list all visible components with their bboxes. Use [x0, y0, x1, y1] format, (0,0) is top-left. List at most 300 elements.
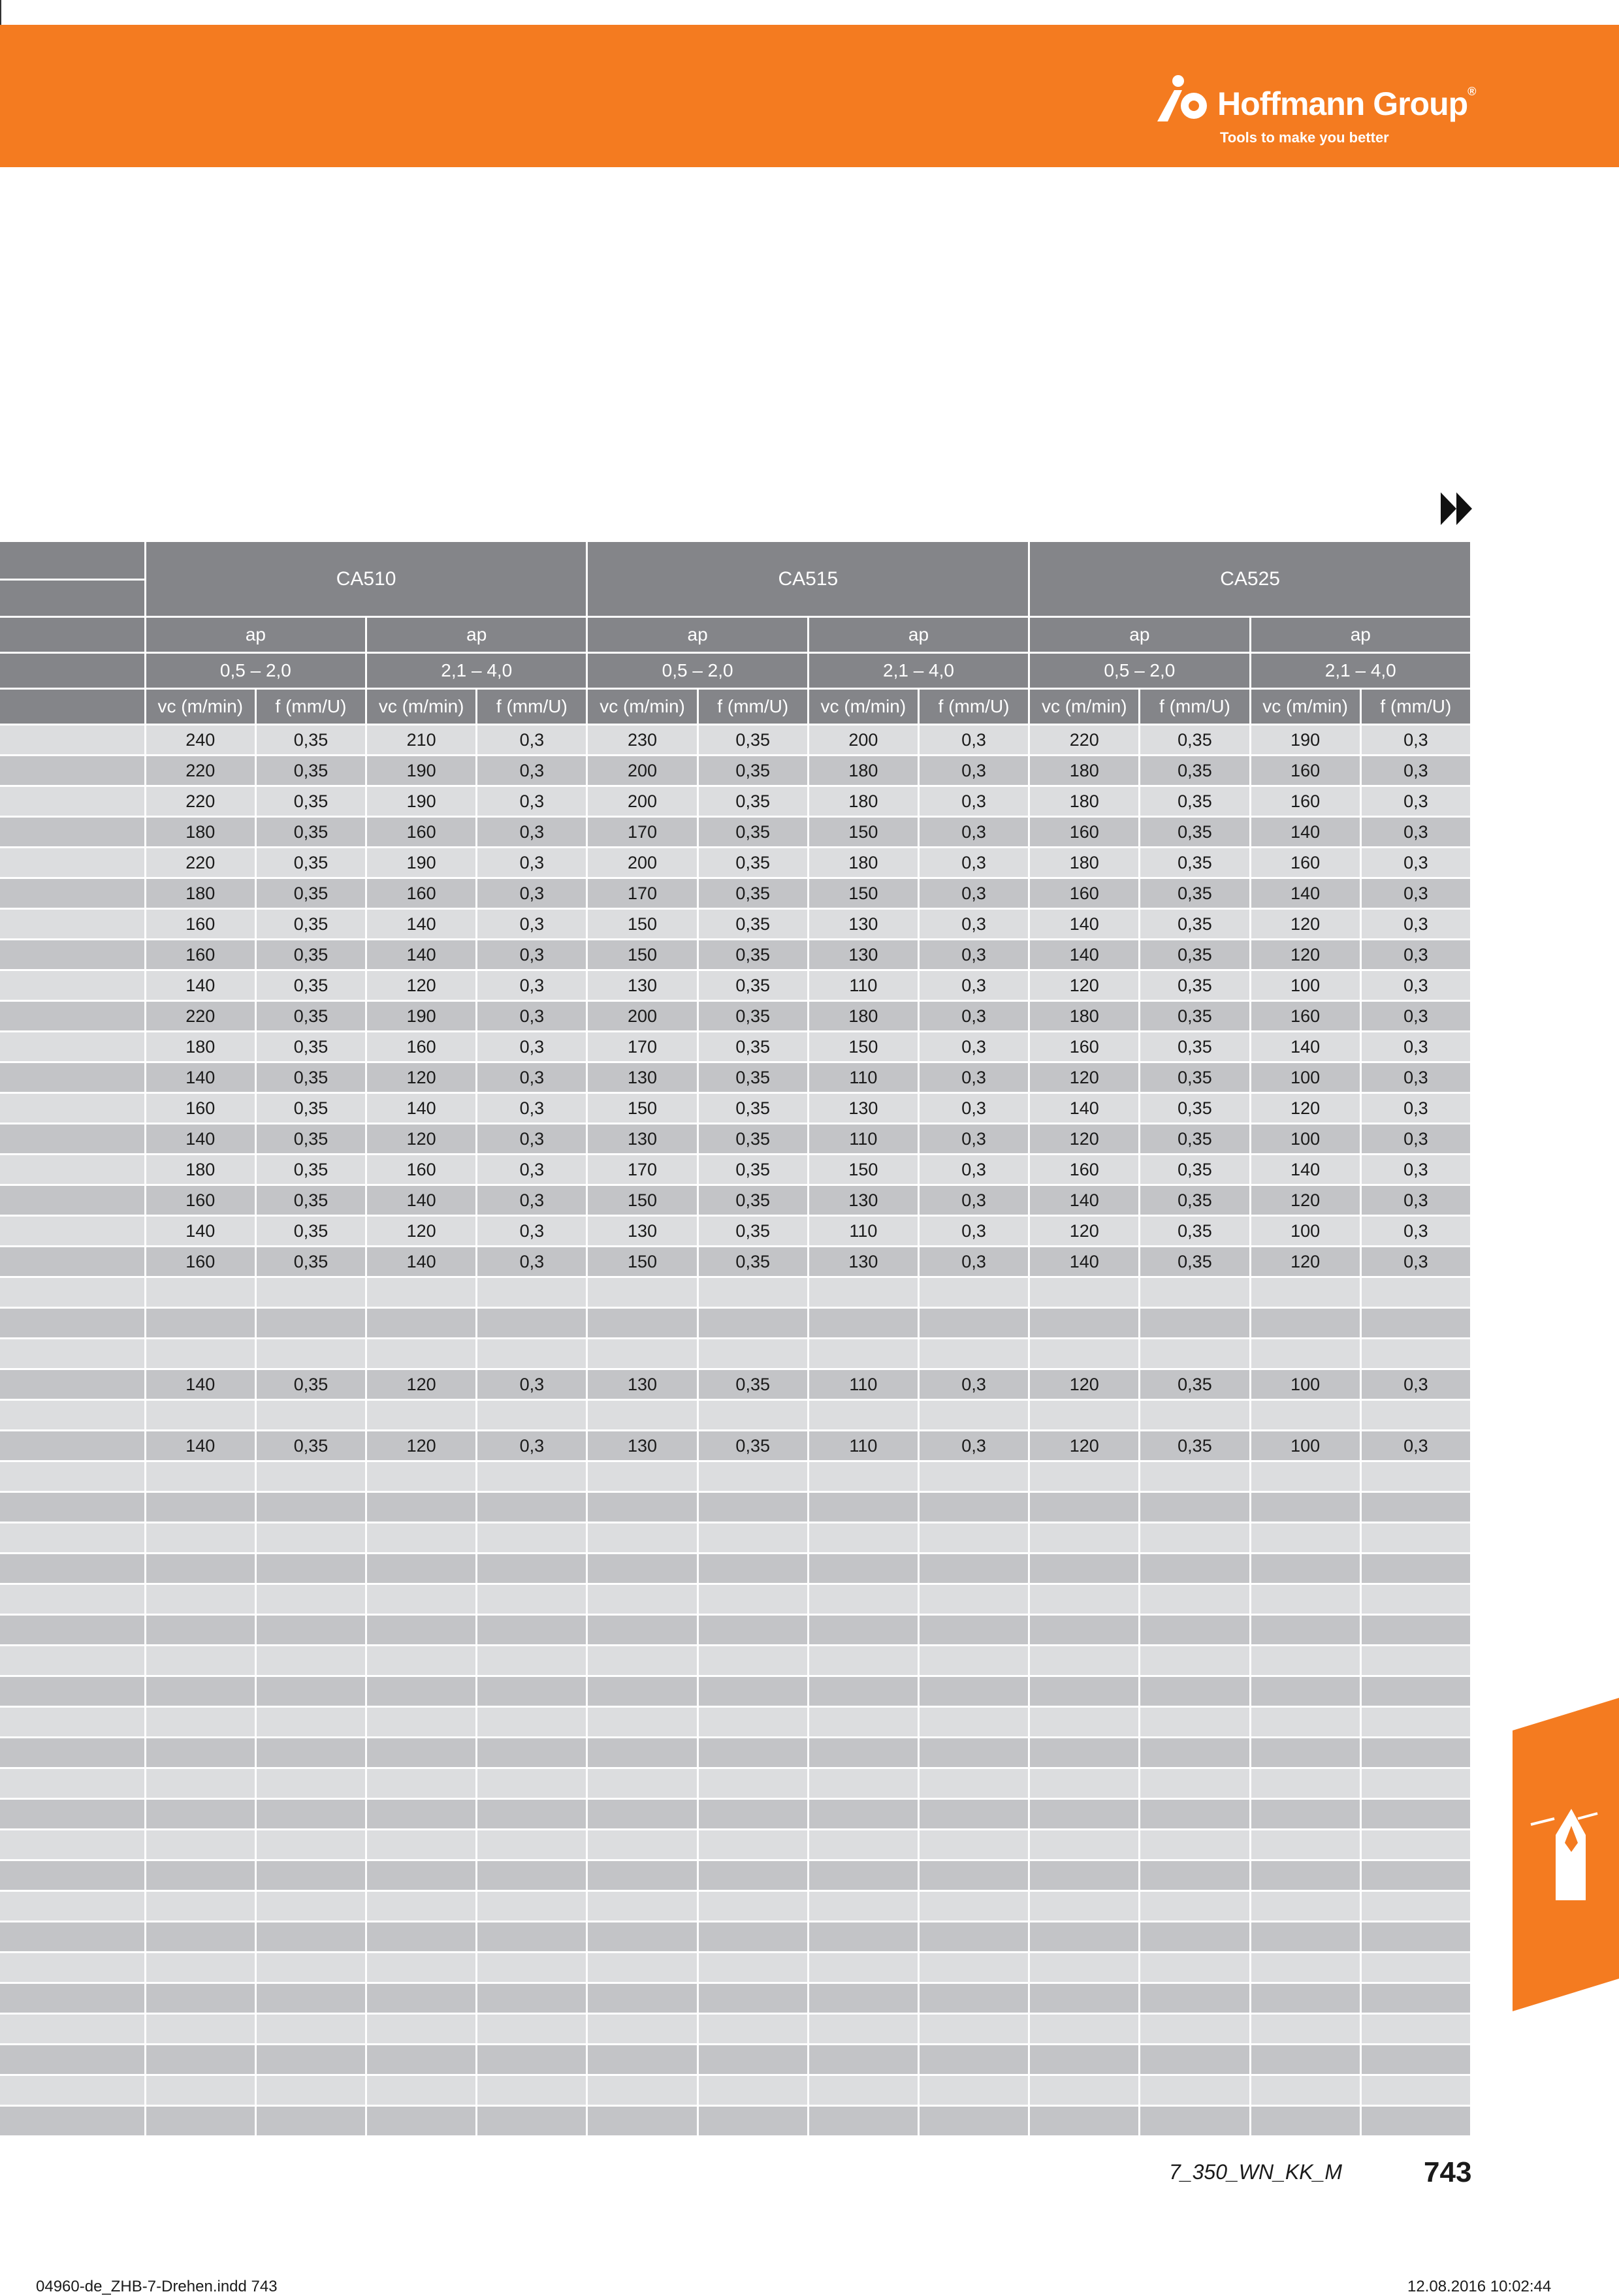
vc-value-cell — [145, 2075, 255, 2106]
f-value-cell — [918, 1277, 1029, 1308]
f-value-cell: 0,3 — [1360, 1369, 1471, 1400]
f-value-cell — [1140, 1799, 1250, 1830]
f-value-cell — [255, 1584, 366, 1615]
vc-value-cell — [145, 1554, 255, 1584]
vc-value-cell: 160 — [1250, 848, 1360, 878]
brand-logo — [1155, 73, 1481, 151]
f-value-cell: 0,35 — [1140, 1185, 1250, 1216]
table-row — [0, 2106, 1471, 2137]
f-value-cell — [697, 2045, 808, 2075]
f-value-cell: 0,35 — [697, 1124, 808, 1155]
vc-value-cell: 160 — [1029, 817, 1140, 848]
f-value-cell: 0,35 — [1140, 909, 1250, 940]
material-cell — [0, 1830, 145, 1860]
vc-value-cell — [587, 1707, 697, 1738]
f-value-cell: 0,3 — [477, 1247, 587, 1277]
f-value-cell — [1360, 1891, 1471, 1922]
vc-value-cell — [1029, 2106, 1140, 2137]
f-value-cell: 0,3 — [477, 817, 587, 848]
vc-value-cell: 140 — [366, 1247, 477, 1277]
table-row — [0, 756, 1471, 786]
table-row — [0, 1953, 1471, 1983]
grade-header-ca525: CA525 — [1029, 542, 1471, 617]
vc-value-cell — [366, 1799, 477, 1830]
vc-value-cell: 190 — [1250, 725, 1360, 756]
vc-value-cell: 130 — [808, 909, 918, 940]
vc-value-cell: 180 — [1029, 1001, 1140, 1032]
vc-value-cell — [1029, 1676, 1140, 1707]
ap-label: ap — [145, 617, 366, 653]
vc-value-cell — [366, 1492, 477, 1523]
f-value-cell — [697, 1860, 808, 1891]
table-row — [0, 878, 1471, 909]
vc-column-header: vc (m/min) — [366, 689, 477, 725]
vc-value-cell: 120 — [1250, 909, 1360, 940]
f-value-cell — [1140, 2075, 1250, 2106]
vc-value-cell — [587, 2075, 697, 2106]
vc-value-cell — [1250, 1523, 1360, 1554]
f-value-cell — [255, 1523, 366, 1554]
vc-value-cell — [145, 1799, 255, 1830]
f-value-cell — [255, 1738, 366, 1768]
vc-value-cell: 130 — [808, 940, 918, 970]
vc-value-cell: 200 — [587, 848, 697, 878]
vc-value-cell — [145, 1707, 255, 1738]
f-value-cell — [255, 2045, 366, 2075]
vc-value-cell: 220 — [145, 848, 255, 878]
vc-value-cell — [145, 1738, 255, 1768]
vc-value-cell — [1250, 1891, 1360, 1922]
f-value-cell: 0,35 — [255, 1216, 366, 1247]
vc-value-cell — [808, 1646, 918, 1676]
vc-value-cell — [366, 1860, 477, 1891]
f-value-cell — [477, 1799, 587, 1830]
f-value-cell — [918, 2075, 1029, 2106]
vc-value-cell: 150 — [808, 878, 918, 909]
table-row — [0, 1461, 1471, 1492]
vc-value-cell — [808, 1707, 918, 1738]
table-row — [0, 1646, 1471, 1676]
f-value-cell: 0,35 — [255, 786, 366, 817]
f-value-cell: 0,35 — [255, 909, 366, 940]
f-value-cell — [918, 1922, 1029, 1953]
f-value-cell: 0,3 — [1360, 909, 1471, 940]
material-cell — [0, 1554, 145, 1584]
table-row — [0, 1431, 1471, 1461]
vc-value-cell: 140 — [1029, 940, 1140, 970]
table-row — [0, 1247, 1471, 1277]
vc-value-cell — [808, 1891, 918, 1922]
table-row — [0, 1523, 1471, 1554]
f-value-cell — [1360, 1277, 1471, 1308]
file-date: 12.08.2016 10:02:44 — [1407, 2278, 1552, 2295]
vc-value-cell — [1029, 1646, 1140, 1676]
vc-column-header: vc (m/min) — [808, 689, 918, 725]
vc-value-cell: 210 — [366, 725, 477, 756]
f-value-cell — [1140, 1707, 1250, 1738]
vc-value-cell: 180 — [145, 1032, 255, 1062]
material-cell — [0, 1431, 145, 1461]
vc-value-cell: 150 — [587, 1093, 697, 1124]
vc-value-cell: 160 — [1250, 1001, 1360, 1032]
vc-value-cell — [808, 1523, 918, 1554]
vc-value-cell: 110 — [808, 1431, 918, 1461]
vc-value-cell — [587, 1676, 697, 1707]
vc-value-cell — [1250, 1922, 1360, 1953]
vc-value-cell: 150 — [587, 1185, 697, 1216]
vc-value-cell: 120 — [1250, 1093, 1360, 1124]
f-value-cell: 0,3 — [477, 1032, 587, 1062]
f-value-cell: 0,35 — [697, 940, 808, 970]
material-cell — [0, 2075, 145, 2106]
f-value-cell — [477, 1277, 587, 1308]
table-row — [0, 848, 1471, 878]
vc-value-cell: 100 — [1250, 1062, 1360, 1093]
vc-value-cell: 170 — [587, 817, 697, 848]
f-value-cell — [918, 1523, 1029, 1554]
vc-value-cell — [1029, 2075, 1140, 2106]
f-value-cell: 0,35 — [1140, 1062, 1250, 1093]
f-value-cell: 0,35 — [255, 1032, 366, 1062]
vc-column-header: vc (m/min) — [587, 689, 697, 725]
f-value-cell: 0,35 — [697, 786, 808, 817]
f-value-cell: 0,3 — [918, 848, 1029, 878]
material-cell — [0, 756, 145, 786]
f-value-cell — [1140, 1492, 1250, 1523]
table-row — [0, 725, 1471, 756]
material-cell — [0, 1768, 145, 1799]
brand-name: Hoffmann Group — [1217, 86, 1468, 122]
f-value-cell: 0,35 — [1140, 817, 1250, 848]
f-value-cell: 0,35 — [697, 1155, 808, 1185]
f-value-cell: 0,3 — [477, 756, 587, 786]
vc-value-cell: 160 — [1029, 1155, 1140, 1185]
f-value-cell — [697, 1707, 808, 1738]
f-value-cell — [918, 1308, 1029, 1339]
f-value-cell — [477, 2075, 587, 2106]
vc-value-cell: 160 — [366, 817, 477, 848]
vc-value-cell: 220 — [145, 756, 255, 786]
vc-value-cell: 170 — [587, 878, 697, 909]
vc-column-header: vc (m/min) — [1250, 689, 1360, 725]
vc-value-cell — [1029, 1615, 1140, 1646]
f-value-cell — [255, 1707, 366, 1738]
vc-value-cell: 170 — [587, 1155, 697, 1185]
f-value-cell — [1360, 1400, 1471, 1431]
vc-value-cell — [1029, 1584, 1140, 1615]
f-value-cell: 0,3 — [477, 1062, 587, 1093]
material-cell — [0, 1032, 145, 1062]
f-value-cell — [1140, 1646, 1250, 1676]
vc-value-cell — [145, 1492, 255, 1523]
material-cell — [0, 725, 145, 756]
hoffmann-logo-icon — [1155, 73, 1213, 125]
material-cell — [0, 2106, 145, 2137]
material-cell — [0, 786, 145, 817]
f-value-cell — [1360, 2045, 1471, 2075]
f-value-cell — [1360, 1953, 1471, 1983]
material-cell — [0, 1339, 145, 1369]
vc-column-header: vc (m/min) — [1029, 689, 1140, 725]
material-cell — [0, 940, 145, 970]
material-cell — [0, 1277, 145, 1308]
f-value-cell — [255, 2075, 366, 2106]
vc-value-cell — [1029, 1860, 1140, 1891]
vc-value-cell: 130 — [587, 1216, 697, 1247]
f-value-cell — [697, 1891, 808, 1922]
vc-value-cell: 130 — [808, 1247, 918, 1277]
table-row — [0, 1185, 1471, 1216]
f-value-cell — [918, 1953, 1029, 1983]
vc-value-cell: 130 — [587, 1062, 697, 1093]
f-value-cell — [1360, 1922, 1471, 1953]
f-value-cell: 0,35 — [1140, 970, 1250, 1001]
vc-value-cell: 140 — [145, 1062, 255, 1093]
ap-label: ap — [587, 617, 808, 653]
f-value-cell — [1140, 1860, 1250, 1891]
vc-value-cell — [366, 1768, 477, 1799]
vc-value-cell: 120 — [366, 1216, 477, 1247]
ap-range-high: 2,1 – 4,0 — [808, 653, 1029, 689]
vc-value-cell — [1250, 1646, 1360, 1676]
f-column-header: f (mm/U) — [697, 689, 808, 725]
vc-value-cell: 160 — [1250, 756, 1360, 786]
table-row — [0, 1001, 1471, 1032]
vc-value-cell — [808, 1799, 918, 1830]
f-value-cell — [255, 1768, 366, 1799]
vc-value-cell — [587, 1523, 697, 1554]
f-value-cell — [1140, 1768, 1250, 1799]
vc-value-cell — [366, 1277, 477, 1308]
vc-value-cell: 120 — [1029, 1369, 1140, 1400]
vc-value-cell: 120 — [366, 1369, 477, 1400]
f-value-cell — [255, 1922, 366, 1953]
f-value-cell — [477, 1676, 587, 1707]
table-row — [0, 1983, 1471, 2014]
f-value-cell: 0,3 — [1360, 1001, 1471, 1032]
vc-value-cell — [1250, 1676, 1360, 1707]
vc-value-cell — [145, 1922, 255, 1953]
f-value-cell: 0,35 — [255, 878, 366, 909]
f-value-cell: 0,35 — [1140, 1247, 1250, 1277]
vc-value-cell: 120 — [1029, 1124, 1140, 1155]
f-value-cell — [1360, 1308, 1471, 1339]
vc-value-cell — [1250, 1983, 1360, 2014]
f-value-cell — [697, 1339, 808, 1369]
f-value-cell: 0,3 — [477, 1216, 587, 1247]
f-value-cell — [697, 1922, 808, 1953]
ap-label: ap — [1250, 617, 1471, 653]
vc-value-cell: 120 — [366, 1062, 477, 1093]
vc-value-cell — [587, 1953, 697, 1983]
f-value-cell — [1140, 1615, 1250, 1646]
vc-value-cell — [1250, 1953, 1360, 1983]
vc-value-cell: 110 — [808, 1369, 918, 1400]
f-value-cell: 0,3 — [1360, 817, 1471, 848]
vc-value-cell: 130 — [587, 970, 697, 1001]
vc-value-cell — [145, 1523, 255, 1554]
f-value-cell: 0,35 — [1140, 1032, 1250, 1062]
vc-value-cell: 190 — [366, 848, 477, 878]
material-cell — [0, 1247, 145, 1277]
f-value-cell — [918, 1646, 1029, 1676]
vc-value-cell: 200 — [808, 725, 918, 756]
f-value-cell: 0,3 — [918, 1369, 1029, 1400]
f-value-cell — [477, 2106, 587, 2137]
vc-value-cell — [145, 1830, 255, 1860]
f-value-cell — [918, 1400, 1029, 1431]
f-value-cell: 0,35 — [1140, 848, 1250, 878]
vc-value-cell: 220 — [1029, 725, 1140, 756]
f-value-cell — [697, 1615, 808, 1646]
f-value-cell — [1140, 1461, 1250, 1492]
f-value-cell: 0,35 — [697, 848, 808, 878]
f-value-cell — [1360, 1799, 1471, 1830]
f-value-cell: 0,35 — [255, 848, 366, 878]
vc-value-cell — [587, 2045, 697, 2075]
vc-value-cell — [1029, 1830, 1140, 1860]
f-value-cell — [1140, 2045, 1250, 2075]
vc-value-cell — [1029, 1277, 1140, 1308]
vc-value-cell — [145, 1400, 255, 1431]
vc-value-cell — [808, 1738, 918, 1768]
table-row — [0, 1891, 1471, 1922]
vc-value-cell: 180 — [1029, 848, 1140, 878]
vc-value-cell — [808, 1830, 918, 1860]
f-value-cell — [1360, 1860, 1471, 1891]
f-value-cell — [918, 1584, 1029, 1615]
vc-value-cell: 140 — [145, 970, 255, 1001]
f-value-cell — [1360, 1554, 1471, 1584]
f-value-cell — [477, 1953, 587, 1983]
f-value-cell: 0,35 — [255, 1185, 366, 1216]
f-value-cell — [1360, 2075, 1471, 2106]
f-value-cell: 0,35 — [697, 1093, 808, 1124]
f-value-cell: 0,3 — [918, 1093, 1029, 1124]
vc-value-cell — [366, 1615, 477, 1646]
material-cell — [0, 878, 145, 909]
vc-value-cell — [587, 1492, 697, 1523]
f-value-cell: 0,35 — [697, 909, 808, 940]
f-value-cell: 0,3 — [477, 1431, 587, 1461]
vc-value-cell: 180 — [1029, 756, 1140, 786]
f-value-cell: 0,35 — [1140, 1093, 1250, 1124]
f-value-cell — [918, 1891, 1029, 1922]
vc-value-cell — [587, 2014, 697, 2045]
crop-mark-left — [0, 0, 1, 25]
material-cell — [0, 817, 145, 848]
vc-value-cell — [587, 1738, 697, 1768]
f-value-cell: 0,3 — [1360, 1431, 1471, 1461]
table-row — [0, 970, 1471, 1001]
ap-range-high: 2,1 – 4,0 — [366, 653, 587, 689]
double-chevron-right-icon — [1441, 491, 1473, 526]
f-value-cell: 0,35 — [1140, 786, 1250, 817]
vc-value-cell — [366, 1554, 477, 1584]
vc-value-cell — [145, 1983, 255, 2014]
f-value-cell — [255, 1461, 366, 1492]
f-value-cell: 0,3 — [1360, 786, 1471, 817]
vc-value-cell — [1250, 1492, 1360, 1523]
f-value-cell: 0,3 — [1360, 1185, 1471, 1216]
table-row — [0, 817, 1471, 848]
f-value-cell: 0,3 — [918, 970, 1029, 1001]
vc-value-cell — [145, 1277, 255, 1308]
f-value-cell: 0,35 — [697, 725, 808, 756]
f-value-cell — [255, 1799, 366, 1830]
material-cell — [0, 1646, 145, 1676]
table-row — [0, 1216, 1471, 1247]
vc-value-cell — [808, 2045, 918, 2075]
f-value-cell — [1360, 1584, 1471, 1615]
ap-label: ap — [366, 617, 587, 653]
f-value-cell — [918, 2106, 1029, 2137]
f-value-cell — [477, 1830, 587, 1860]
vc-value-cell: 140 — [1250, 878, 1360, 909]
f-value-cell — [477, 1554, 587, 1584]
f-value-cell: 0,3 — [918, 756, 1029, 786]
f-value-cell — [918, 1492, 1029, 1523]
table-row — [0, 1093, 1471, 1124]
vc-value-cell — [808, 1461, 918, 1492]
vc-value-cell — [366, 1339, 477, 1369]
vc-value-cell — [366, 1983, 477, 2014]
f-value-cell — [697, 1738, 808, 1768]
file-info: 04960-de_ZHB-7-Drehen.indd 743 — [36, 2278, 278, 2295]
vc-value-cell: 190 — [366, 756, 477, 786]
vc-value-cell: 230 — [587, 725, 697, 756]
material-cell — [0, 1953, 145, 1983]
f-column-header: f (mm/U) — [1140, 689, 1250, 725]
vc-value-cell — [1250, 2045, 1360, 2075]
f-value-cell: 0,3 — [1360, 848, 1471, 878]
f-value-cell — [697, 1646, 808, 1676]
vc-value-cell: 150 — [808, 1032, 918, 1062]
vc-value-cell — [1250, 1615, 1360, 1646]
f-value-cell: 0,35 — [255, 1093, 366, 1124]
vc-value-cell — [1250, 1799, 1360, 1830]
vc-value-cell — [1250, 1584, 1360, 1615]
vc-value-cell: 160 — [145, 940, 255, 970]
vc-value-cell — [587, 1646, 697, 1676]
vc-value-cell — [808, 1615, 918, 1646]
vc-value-cell — [145, 1339, 255, 1369]
f-value-cell: 0,3 — [1360, 756, 1471, 786]
vc-value-cell — [366, 1738, 477, 1768]
vc-value-cell: 110 — [808, 970, 918, 1001]
vc-value-cell — [1029, 1738, 1140, 1768]
vc-value-cell — [1250, 1860, 1360, 1891]
f-value-cell: 0,3 — [918, 1032, 1029, 1062]
vc-value-cell: 140 — [366, 940, 477, 970]
material-header-bottom — [0, 580, 145, 617]
table-row — [0, 909, 1471, 940]
vc-value-cell — [145, 1676, 255, 1707]
brand-registered-mark: ® — [1467, 85, 1476, 98]
vc-value-cell: 140 — [1029, 1185, 1140, 1216]
vc-value-cell: 130 — [808, 1185, 918, 1216]
f-value-cell: 0,3 — [1360, 725, 1471, 756]
f-value-cell — [477, 2014, 587, 2045]
f-value-cell — [918, 2045, 1029, 2075]
table-row — [0, 1492, 1471, 1523]
vc-value-cell: 140 — [145, 1216, 255, 1247]
vc-value-cell: 240 — [145, 725, 255, 756]
vc-value-cell: 220 — [145, 1001, 255, 1032]
vc-value-cell — [587, 1461, 697, 1492]
f-value-cell — [477, 1523, 587, 1554]
vc-value-cell — [366, 2045, 477, 2075]
